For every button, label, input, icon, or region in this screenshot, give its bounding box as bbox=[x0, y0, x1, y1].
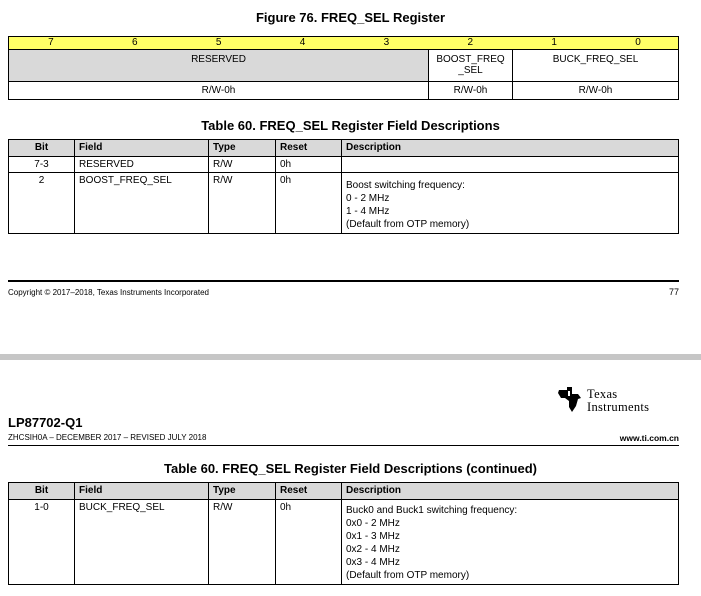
bit-number: 6 bbox=[132, 37, 138, 48]
cell-bit: 1-0 bbox=[9, 500, 75, 585]
table-header-row bbox=[9, 140, 679, 157]
description-line: (Default from OTP memory) bbox=[346, 219, 470, 230]
bit-number: 1 bbox=[551, 37, 557, 48]
website-link[interactable]: www.ti.com.cn bbox=[619, 433, 679, 443]
ti-logo-icon bbox=[556, 384, 584, 414]
header-description: Description bbox=[342, 140, 679, 157]
cell-type: R/W bbox=[209, 500, 276, 585]
description-line: 0x0 - 2 MHz bbox=[346, 518, 400, 529]
cell-description bbox=[342, 500, 679, 585]
cell-bit: 2 bbox=[9, 173, 75, 234]
description-line: 1 - 4 MHz bbox=[346, 206, 390, 217]
access-boost: R/W-0h bbox=[428, 82, 512, 99]
table-row bbox=[9, 500, 679, 585]
description-line: 0 - 2 MHz bbox=[346, 193, 390, 204]
table-title: Table 60. FREQ_SEL Register Field Descriptions (continued) bbox=[164, 461, 537, 476]
header-field: Field bbox=[75, 140, 209, 157]
logo-line: Instruments bbox=[587, 400, 650, 414]
description-line: Boost switching frequency: bbox=[346, 180, 465, 191]
bit-number: 7 bbox=[48, 37, 54, 48]
header-rule bbox=[8, 445, 679, 446]
access-buck: R/W-0h bbox=[512, 82, 678, 99]
bit-number: 0 bbox=[635, 37, 641, 48]
page-separator bbox=[0, 354, 701, 360]
bit-number: 4 bbox=[299, 37, 306, 48]
cell-bit: 7-3 bbox=[9, 157, 75, 173]
header-bit: Bit bbox=[9, 140, 75, 157]
header-reset: Reset bbox=[276, 140, 342, 157]
register-field-row bbox=[8, 50, 679, 82]
register-bit-row bbox=[8, 36, 679, 50]
logo-line: Texas bbox=[587, 387, 618, 401]
cell-description bbox=[342, 173, 679, 234]
bit-number: 2 bbox=[467, 37, 474, 48]
header-type: Type bbox=[209, 140, 276, 157]
table-title: Table 60. FREQ_SEL Register Field Descriptions bbox=[201, 118, 500, 133]
description-line: 0x2 - 4 MHz bbox=[346, 544, 400, 555]
figure-title: Figure 76. FREQ_SEL Register bbox=[255, 10, 446, 25]
field-label-line: _SEL bbox=[458, 65, 483, 76]
revision-info: ZHCSIH0A – DECEMBER 2017 – REVISED JULY 2018 bbox=[8, 433, 207, 442]
cell-field: BOOST_FREQ_SEL bbox=[75, 173, 209, 234]
field-buck-freq-sel: BUCK_FREQ_SEL bbox=[512, 50, 678, 81]
header-reset: Reset bbox=[276, 483, 342, 500]
header-type: Type bbox=[209, 483, 276, 500]
register-diagram bbox=[8, 36, 679, 100]
field-description-table bbox=[8, 139, 679, 234]
bit-number: 5 bbox=[215, 37, 222, 48]
table-header-row bbox=[9, 483, 679, 500]
cell-reset: 0h bbox=[276, 173, 342, 234]
document-id: LP87702-Q1 bbox=[8, 415, 83, 430]
cell-field: RESERVED bbox=[75, 157, 209, 173]
footer-rule bbox=[8, 280, 679, 282]
field-boost-freq-sel bbox=[428, 50, 512, 81]
copyright: Copyright © 2017–2018, Texas Instruments Incorporated bbox=[8, 288, 209, 297]
cell-reset: 0h bbox=[276, 500, 342, 585]
table-row bbox=[9, 157, 679, 173]
cell-field: BUCK_FREQ_SEL bbox=[75, 500, 209, 585]
description-line: (Default from OTP memory) bbox=[346, 570, 470, 581]
cell-type: R/W bbox=[209, 173, 276, 234]
bit-number: 3 bbox=[383, 37, 390, 48]
page-number: 77 bbox=[668, 287, 679, 297]
field-label-line: BOOST_FREQ bbox=[436, 54, 505, 65]
field-reserved: RESERVED bbox=[9, 50, 428, 81]
cell-description bbox=[342, 157, 679, 173]
description-line: Buck0 and Buck1 switching frequency: bbox=[346, 505, 518, 516]
header-field: Field bbox=[75, 483, 209, 500]
cell-type: R/W bbox=[209, 157, 276, 173]
header-description: Description bbox=[342, 483, 679, 500]
register-access-row bbox=[8, 82, 679, 100]
table-row bbox=[9, 173, 679, 234]
field-description-table-continued bbox=[8, 482, 679, 585]
description-line: 0x1 - 3 MHz bbox=[346, 531, 400, 542]
access-reserved: R/W-0h bbox=[201, 85, 236, 96]
header-bit: Bit bbox=[9, 483, 75, 500]
ti-logo bbox=[556, 384, 681, 416]
description-line: 0x3 - 4 MHz bbox=[346, 557, 400, 568]
cell-reset: 0h bbox=[276, 157, 342, 173]
